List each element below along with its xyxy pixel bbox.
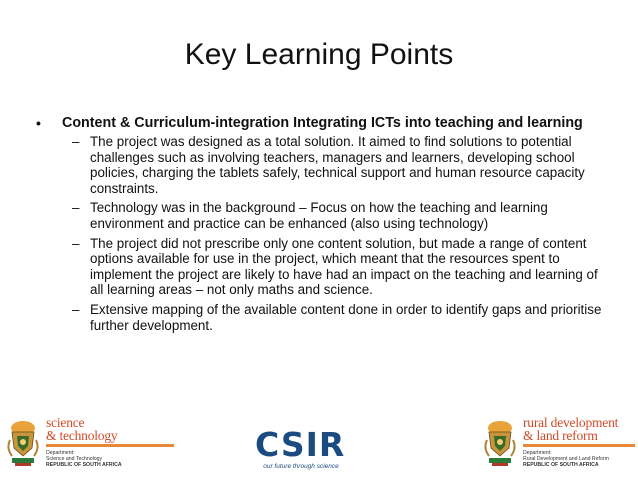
sub-point-list xyxy=(36,134,606,333)
dst-dept-name: Science and Technology xyxy=(46,456,103,463)
sub-point-text: Extensive mapping of the available content done in order to identify gaps and prioritise further development. xyxy=(90,301,602,333)
dst-logo-line1: science xyxy=(46,415,85,430)
bullet-list xyxy=(36,114,606,337)
drdlr-logo-rule xyxy=(523,444,635,447)
dash-marker: – xyxy=(72,301,80,317)
dash-marker: – xyxy=(72,235,80,251)
sub-point xyxy=(72,236,606,298)
dash-marker: – xyxy=(72,200,80,216)
dst-logo-rule xyxy=(46,444,174,447)
main-bullet-text: Content & Curriculum-integration Integrating ICTs into teaching and learning xyxy=(62,115,583,131)
csir-logo xyxy=(255,425,347,480)
dst-logo xyxy=(6,412,186,479)
dst-country: REPUBLIC OF SOUTH AFRICA xyxy=(46,462,122,469)
dst-dept-label: Department: xyxy=(46,450,75,456)
drdlr-logo xyxy=(483,412,638,479)
slide-title: Key Learning Points xyxy=(184,38,454,71)
sub-point-text: The project was designed as a total solution. It aimed to find solutions to potential challenges such as involving teachers, managers and learners, developing school policies, charging the tablets safely, technical support and human resource capacity constraints. xyxy=(90,134,585,196)
dash-marker: – xyxy=(72,134,80,149)
drdlr-logo-line1: rural development xyxy=(523,415,619,430)
sub-point xyxy=(72,200,606,231)
sub-point-text: Technology was in the background – Focus on how the teaching and learning environment and practice can be enhanced (also using technology) xyxy=(90,200,548,231)
main-bullet xyxy=(36,114,606,132)
drdlr-logo-line2: & land reform xyxy=(523,428,598,443)
drdlr-country: REPUBLIC OF SOUTH AFRICA xyxy=(523,462,599,469)
dst-logo-text xyxy=(46,416,174,469)
dst-logo-line2: & technology xyxy=(46,428,118,443)
sub-point-text: The project did not prescribe only one content solution, but made a range of content options available for use in the project, which meant that the resources spent to implement the project are likely to have had an impact on the teaching and learning of all learning areas – not only maths and science. xyxy=(90,235,598,298)
coat-of-arms-icon xyxy=(6,418,40,468)
drdlr-logo-text xyxy=(523,416,635,469)
drdlr-dept-label: Department: xyxy=(523,450,552,456)
drdlr-dept-name: Rural Development and Land Reform xyxy=(523,456,609,463)
sub-point xyxy=(72,134,606,196)
footer-logos xyxy=(0,412,638,479)
csir-wordmark: CSIR xyxy=(255,425,346,464)
csir-tagline: our future through science xyxy=(263,463,339,470)
sub-point xyxy=(72,302,606,333)
coat-of-arms-icon xyxy=(483,418,517,468)
bullet-dot: • xyxy=(36,115,41,131)
